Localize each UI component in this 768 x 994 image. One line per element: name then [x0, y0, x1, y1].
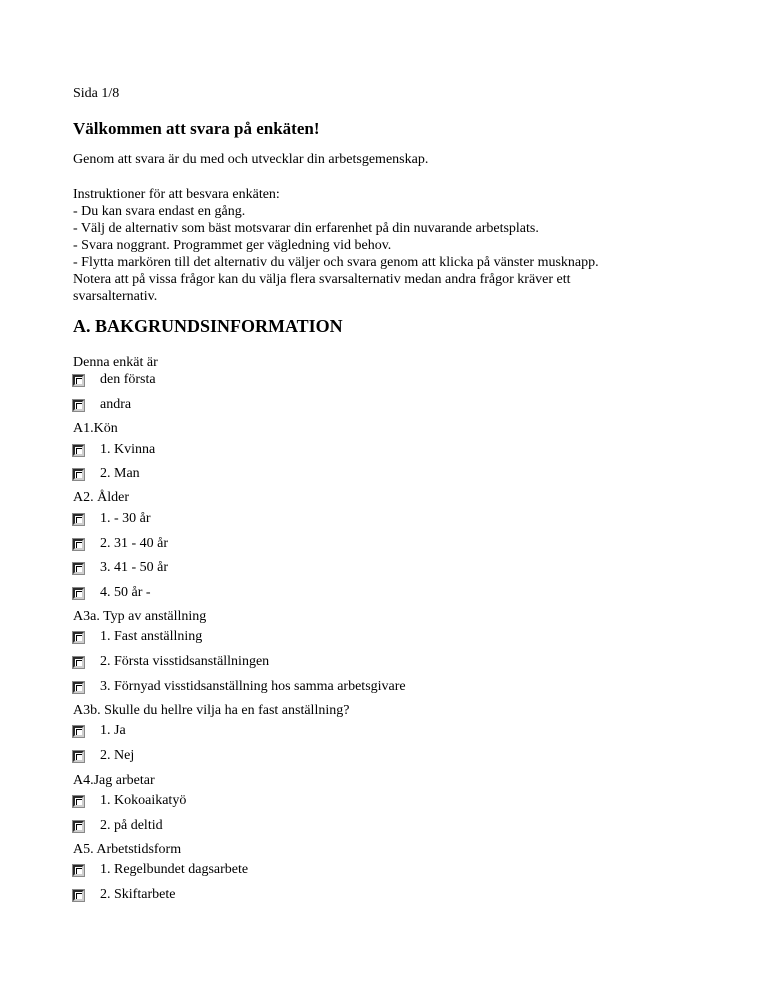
question-label: A1.Kön — [73, 421, 118, 436]
option-label: 2. Första visstidsanställningen — [100, 654, 270, 669]
question-label: A5. Arbetstidsform — [73, 842, 182, 857]
option[interactable] — [73, 397, 131, 413]
instruction-line: Instruktioner för att besvara enkäten: — [73, 187, 280, 202]
instruction-line: - Svara noggrant. Programmet ger vägledning vid behov. — [73, 238, 392, 253]
option-label: 1. Kvinna — [100, 442, 156, 457]
checkbox-icon[interactable] — [73, 865, 84, 876]
intro-text: Genom att svara är du med och utvecklar din arbetsgemenskap. — [73, 152, 429, 167]
checkbox-icon[interactable] — [73, 821, 84, 832]
option-label: 1. Fast anställning — [100, 629, 203, 644]
instructions — [73, 186, 599, 305]
option[interactable] — [73, 818, 163, 834]
option-label: 2. 31 - 40 år — [100, 536, 169, 551]
option[interactable] — [73, 442, 155, 458]
option[interactable] — [73, 466, 140, 482]
checkbox-icon[interactable] — [73, 514, 84, 525]
option[interactable] — [73, 887, 175, 903]
checkbox-icon[interactable] — [73, 445, 84, 456]
checkbox-icon[interactable] — [73, 726, 84, 737]
option[interactable] — [73, 654, 269, 670]
question-label: Denna enkät är — [73, 355, 158, 370]
option-label: 3. Förnyad visstidsanställning hos samma arbetsgivare — [100, 679, 406, 694]
section-title: A. BAKGRUNDSINFORMATION — [73, 316, 343, 336]
option[interactable] — [73, 536, 168, 552]
instruction-line: - Välj de alternativ som bäst motsvarar din erfarenhet på din nuvarande arbetsplats. — [73, 221, 539, 236]
checkbox-icon[interactable] — [73, 539, 84, 550]
page-number: Sida 1/8 — [73, 86, 120, 101]
checkbox-icon[interactable] — [73, 400, 84, 411]
checkbox-icon[interactable] — [73, 469, 84, 480]
option[interactable] — [73, 585, 151, 601]
option-label: 1. Kokoaikatyö — [100, 793, 187, 808]
option[interactable] — [73, 723, 126, 739]
question-label: A4.Jag arbetar — [73, 773, 155, 788]
checkbox-icon[interactable] — [73, 890, 84, 901]
instruction-line: Notera att på vissa frågor kan du välja flera svarsalternativ medan andra frågor kräver ett — [73, 272, 571, 287]
option[interactable] — [73, 679, 406, 695]
option[interactable] — [73, 560, 168, 576]
option[interactable] — [73, 511, 151, 527]
checkbox-icon[interactable] — [73, 375, 84, 386]
option-label: 4. 50 år - — [100, 585, 151, 600]
option-label: 1. - 30 år — [100, 511, 151, 526]
option-label: den första — [100, 372, 156, 387]
option-label: 3. 41 - 50 år — [100, 560, 169, 575]
checkbox-icon[interactable] — [73, 682, 84, 693]
checkbox-icon[interactable] — [73, 563, 84, 574]
question-label: A2. Ålder — [73, 490, 129, 505]
instruction-line: - Flytta markören till det alternativ du väljer och svara genom att klicka på vänster musknapp. — [73, 255, 599, 270]
option-label: andra — [100, 397, 132, 412]
option-label: 1. Ja — [100, 723, 126, 738]
option[interactable] — [73, 629, 202, 645]
question-label: A3b. Skulle du hellre vilja ha en fast anställning? — [73, 703, 350, 718]
checkbox-icon[interactable] — [73, 632, 84, 643]
option-label: 2. Skiftarbete — [100, 887, 176, 902]
option[interactable] — [73, 862, 248, 878]
option[interactable] — [73, 372, 156, 388]
welcome-title: Välkommen att svara på enkäten! — [73, 119, 320, 138]
option[interactable] — [73, 793, 186, 809]
option-label: 2. Nej — [100, 748, 135, 763]
instruction-line: svarsalternativ. — [73, 289, 158, 304]
option[interactable] — [73, 748, 134, 764]
option-label: 2. på deltid — [100, 818, 163, 833]
checkbox-icon[interactable] — [73, 796, 84, 807]
checkbox-icon[interactable] — [73, 588, 84, 599]
option-label: 2. Man — [100, 466, 140, 481]
checkbox-icon[interactable] — [73, 751, 84, 762]
checkbox-icon[interactable] — [73, 657, 84, 668]
option-label: 1. Regelbundet dagsarbete — [100, 862, 249, 877]
instruction-line: - Du kan svara endast en gång. — [73, 204, 246, 219]
question-label: A3a. Typ av anställning — [73, 609, 207, 624]
